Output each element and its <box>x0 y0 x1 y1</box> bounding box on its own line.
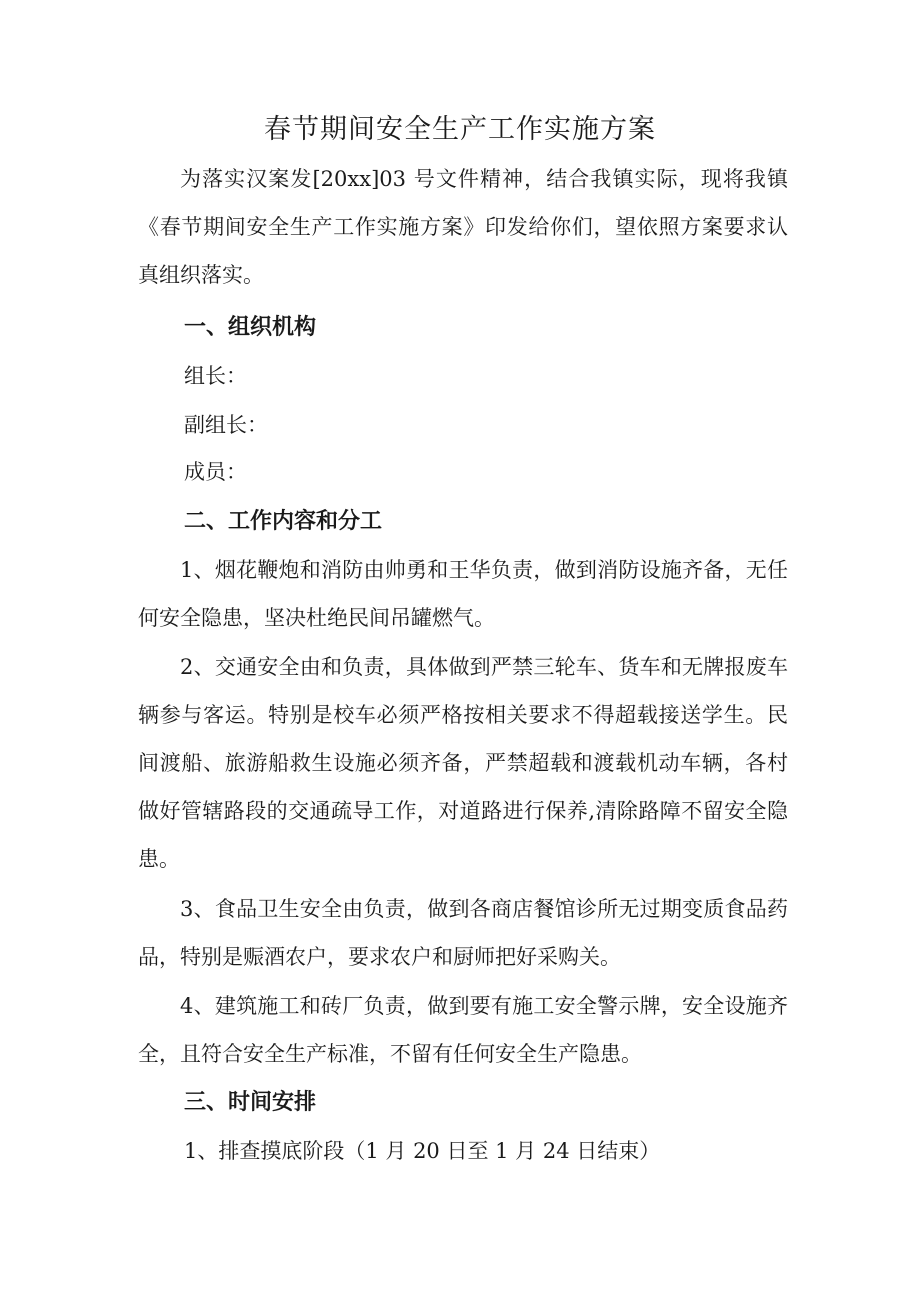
document-title: 春节期间安全生产工作实施方案 <box>264 114 656 145</box>
schedule-item-1: 1、排查摸底阶段（1 月 20 日至 1 月 24 日结束） <box>184 1139 661 1163</box>
work-item-3: 3、食品卫生安全由负责，做到各商店餐馆诊所无过期变质食品药品，特别是赈酒农户，要求农户和厨师把好采购关。 <box>138 897 788 969</box>
work-item-2: 2、交通安全由和负责，具体做到严禁三轮车、货车和无牌报废车辆参与客运。特别是校车必须严格按相关要求不得超载接送学生。民间渡船、旅游船救生设施必须齐备，严禁超载和渡载机动车辆，各村做好管辖路段的交通疏导工作，对道路进行保养,清除路障不留安全隐患。 <box>138 655 788 871</box>
section-heading-organization: 一、组织机构 <box>184 315 317 340</box>
section-heading-schedule: 三、时间安排 <box>184 1090 317 1115</box>
intro-paragraph: 为落实汉案发[20xx]03 号文件精神，结合我镇实际，现将我镇《春节期间安全生产工作实施方案》印发给你们，望依照方案要求认真组织落实。 <box>138 167 788 287</box>
deputy-leader-line: 副组长： <box>184 413 268 437</box>
leader-line: 组长： <box>184 364 247 388</box>
work-item-4: 4、建筑施工和砖厂负责，做到要有施工安全警示牌，安全设施齐全，且符合安全生产标准，不留有任何安全生产隐患。 <box>138 994 788 1066</box>
work-item-1: 1、烟花鞭炮和消防由帅勇和王华负责，做到消防设施齐备，无任何安全隐患，坚决杜绝民间吊罐燃气。 <box>138 558 788 630</box>
section-heading-work-content: 二、工作内容和分工 <box>184 509 383 534</box>
members-line: 成员： <box>184 460 247 484</box>
